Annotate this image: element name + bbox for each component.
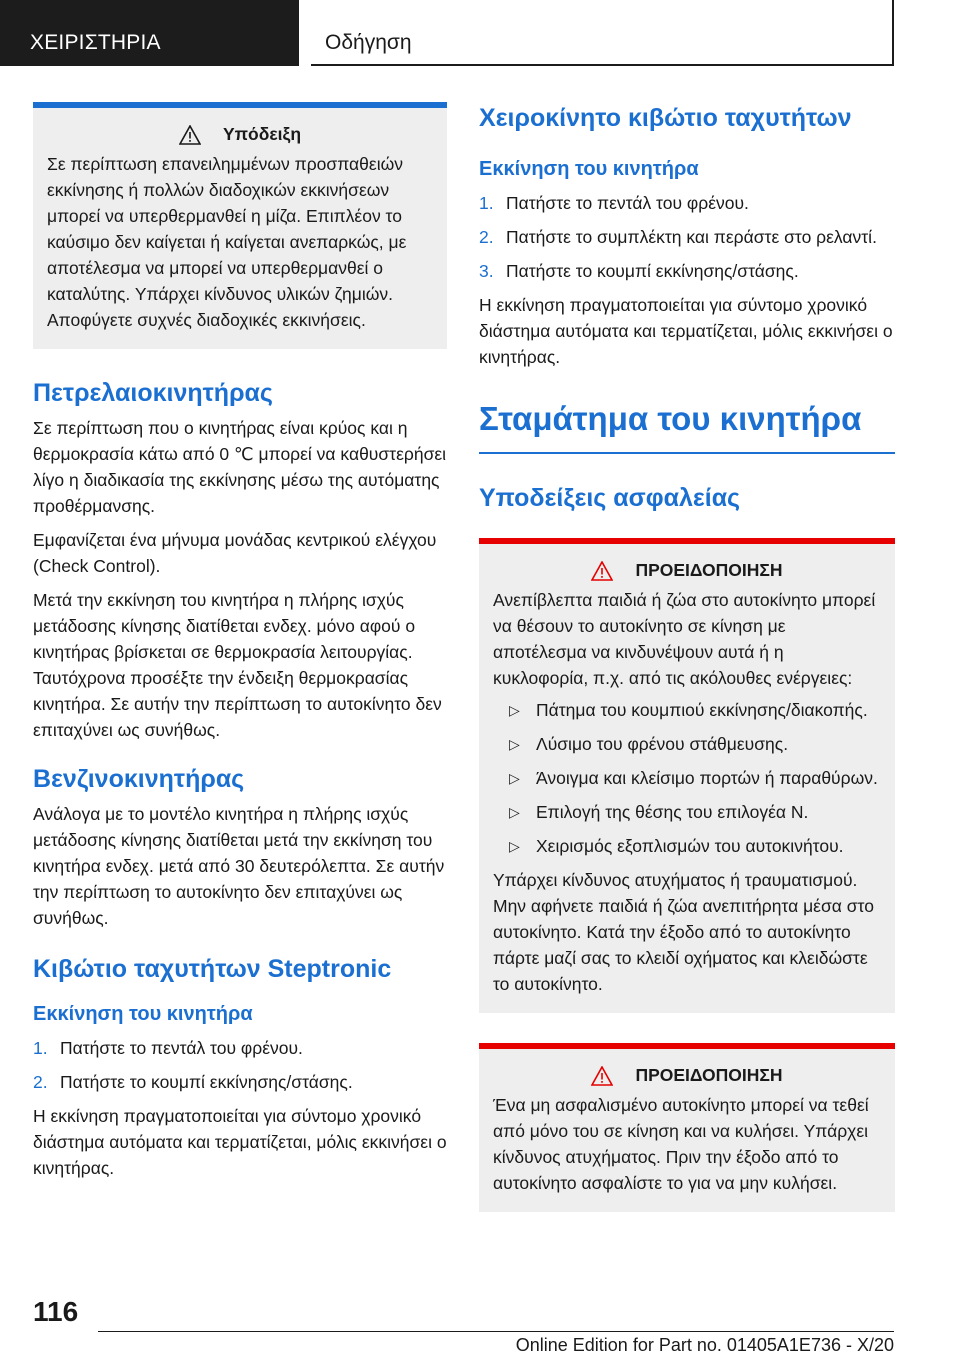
step-number: 3. (479, 261, 494, 281)
right-column (479, 102, 895, 1212)
warning-box-title (493, 1065, 881, 1086)
manual-after-steps: Η εκκίνηση πραγματοποιείται για σύντομο χρονικό διάστημα αυτόματα και τερματίζεται, μόλις εκκινήσει ο κινητήρας. (479, 295, 893, 367)
header-chapter-title: Οδήγηση (325, 31, 412, 54)
step-number: 2. (33, 1072, 48, 1092)
manual-step (479, 190, 895, 216)
step-number: 2. (479, 227, 494, 247)
diesel-heading: Πετρελαιοκινητήρας (33, 379, 273, 407)
steptronic-step (33, 1035, 447, 1061)
step-text: Πατήστε το συμπλέκτη και περάστε στο ρελαντί. (506, 227, 877, 247)
note-box (33, 102, 447, 349)
step-text: Πατήστε το πεντάλ του φρένου. (60, 1038, 303, 1058)
warning-bullet (493, 765, 881, 791)
warning-box-title (493, 560, 881, 581)
manual-step (479, 258, 895, 284)
steptronic-start-heading: Εκκίνηση του κινητήρα (33, 1003, 253, 1025)
warning-triangle-icon (179, 125, 201, 145)
warning-triangle-icon (591, 1066, 613, 1086)
steptronic-after-steps: Η εκκίνηση πραγματοποιείται για σύντομο χρονικό διάστημα αυτόματα και τερματίζεται, μόλις εκκινήσει ο κινητήρας. (33, 1106, 447, 1178)
warning-bullet (493, 799, 881, 825)
stop-engine-heading: Σταμάτημα του κινητήρα (479, 400, 895, 454)
manual-step (479, 224, 895, 250)
warning-title: ΠΡΟΕΙΔΟΠΟΙΗΣΗ (635, 1065, 783, 1085)
manual-start-heading: Εκκίνηση του κινητήρα (479, 158, 699, 180)
warning-bullet (493, 697, 881, 723)
step-number: 1. (479, 193, 494, 213)
footer-divider (98, 1331, 894, 1332)
note-title: Υπόδειξη (222, 124, 302, 144)
triangle-bullet-icon: ▷ (509, 702, 520, 718)
step-text: Πατήστε το κουμπί εκκίνησης/στάσης. (506, 261, 799, 281)
steptronic-step (33, 1069, 447, 1095)
triangle-bullet-icon: ▷ (509, 804, 520, 820)
header-section-title: ΧΕΙΡΙΣΤΗΡΙΑ (30, 31, 161, 54)
note-box-title (47, 124, 433, 145)
note-text: Σε περίπτωση επανειλημμένων προσπαθειών εκκίνησης ή πολλών διαδοχικών εκκινήσεων μπορεί να υπερθερμανθεί η μίζα. Επιπλέον το καύσιμο δεν καίγεται ή καίγεται ανεπαρκώς, με αποτέλεσμα να μπορεί να υπερθερμανθεί ο καταλύτης. Υπάρχει κίνδυνος υλικών ζημιών. Αποφύγετε συχνές διαδοχικές εκκινήσεις. (47, 154, 407, 330)
warning-bullet (493, 833, 881, 859)
triangle-bullet-icon: ▷ (509, 736, 520, 752)
header-section-tab (0, 0, 299, 66)
bullet-text: Λύσιμο του φρένου στάθμευσης. (536, 734, 789, 754)
left-column (33, 102, 447, 1189)
warning-text: Ένα μη ασφαλισμένο αυτοκίνητο μπορεί να τεθεί από μόνο του σε κίνηση και να κυλήσει. Υπάρχει κίνδυνος ατυχήματος. Πριν την έξοδο από το αυτοκίνητο ασφαλίστε το για να μην κυλήσει. (493, 1095, 869, 1193)
triangle-bullet-icon: ▷ (509, 770, 520, 786)
steptronic-heading: Κιβώτιο ταχυτήτων Steptronic (33, 955, 392, 983)
bullet-text: Πάτημα του κουμπιού εκκίνησης/διακοπής. (536, 700, 868, 720)
warning-intro: Ανεπίβλεπτα παιδιά ή ζώα στο αυτοκίνητο μπορεί να θέσουν το αυτοκίνητο σε κίνηση με αποτέλεσμα να κινδυνέψουν αυτά ή η κυκλοφορία, π.χ. από τις ακόλουθες ενέργειες: (493, 590, 876, 688)
header-chapter-tab (311, 0, 894, 66)
warning-bullet (493, 731, 881, 757)
petrol-paragraph-1: Ανάλογα με το μοντέλο κινητήρα η πλήρης ισχύς μετάδοσης κίνησης διατίθεται μετά την εκκίνηση του κινητήρα ενδεχ. μετά από 30 δευτερόλεπτα. Σε αυτήν την περίπτωση το αυτοκίνητο δεν επιταχύνει ως συνήθως. (33, 804, 445, 928)
diesel-paragraph-1: Σε περίπτωση που ο κινητήρας είναι κρύος και η θερμοκρασία κάτω από 0 ℃ μπορεί να καθυστερήσει λίγο η διαδικασία της εκκίνησης μέσω της αυτόματης προθέρμανσης. (33, 418, 447, 516)
warning-triangle-icon (591, 561, 613, 581)
page-number: 116 (33, 1296, 79, 1327)
bullet-text: Άνοιγμα και κλείσιμο πορτών ή παραθύρων. (536, 768, 878, 788)
step-text: Πατήστε το πεντάλ του φρένου. (506, 193, 749, 213)
petrol-heading: Βενζινοκινητήρας (33, 765, 245, 793)
footer-edition: Online Edition for Part no. 01405A1E736 - X/20 (515, 1335, 894, 1355)
step-number: 1. (33, 1038, 48, 1058)
triangle-bullet-icon: ▷ (509, 838, 520, 854)
step-text: Πατήστε το κουμπί εκκίνησης/στάσης. (60, 1072, 353, 1092)
manual-gearbox-heading: Χειροκίνητο κιβώτιο ταχυτήτων (479, 104, 852, 132)
warning-box-1 (479, 538, 895, 1013)
diesel-paragraph-3: Μετά την εκκίνηση του κινητήρα η πλήρης ισχύς μετάδοσης κίνησης διατίθεται ενδεχ. μόνο αφού ο κινητήρας βρίσκεται σε θερμοκρασία λειτουργίας. Ταυτόχρονα προσέξτε την ένδειξη θερμοκρασίας κινητήρα. Σε αυτήν την περίπτωση το αυτοκίνητο δεν επιταχύνει ως συνήθως. (33, 590, 442, 740)
warning-title: ΠΡΟΕΙΔΟΠΟΙΗΣΗ (635, 560, 783, 580)
warning-box-2 (479, 1043, 895, 1212)
bullet-text: Επιλογή της θέσης του επιλογέα N. (536, 802, 809, 822)
warning-outro: Υπάρχει κίνδυνος ατυχήματος ή τραυματισμού. Μην αφήνετε παιδιά ή ζώα ανεπιτήρητα μέσα στο αυτοκίνητο. Κατά την έξοδο από το αυτοκίνητο πάρτε μαζί σας το κλειδί οχήματος και κλειδώστε το αυτοκίνητο. (493, 870, 874, 994)
bullet-text: Χειρισμός εξοπλισμών του αυτοκινήτου. (536, 836, 844, 856)
safety-heading: Υποδείξεις ασφαλείας (479, 484, 741, 512)
diesel-paragraph-2: Εμφανίζεται ένα μήνυμα μονάδας κεντρικού ελέγχου (Check Control). (33, 530, 437, 576)
